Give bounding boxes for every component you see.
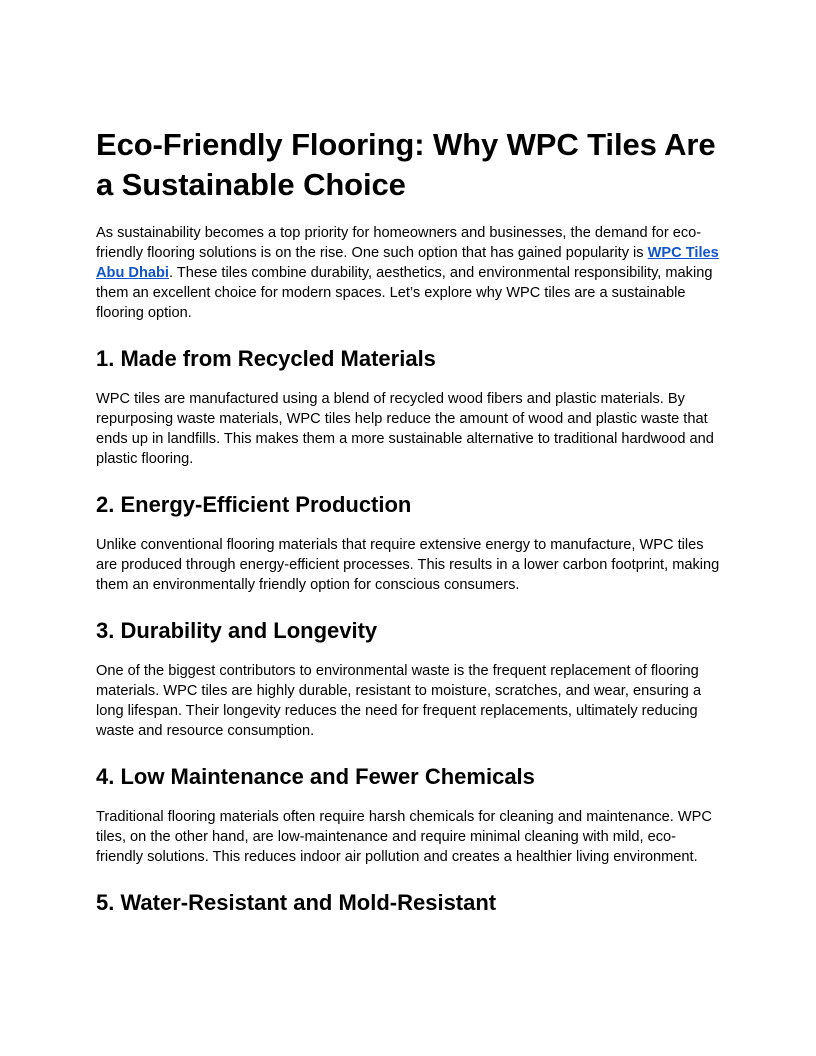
section-low-maintenance: [96, 763, 720, 867]
section-body: WPC tiles are manufactured using a blend of recycled wood fibers and plastic materials. By repurposing waste materials, WPC tiles help reduce the amount of wood and plastic waste that ends up in landfills. This makes them a more sustainable alternative to traditional hardwood and plastic flooring.: [96, 391, 714, 467]
document-title: Eco-Friendly Flooring: Why WPC Tiles Are a Sustainable Choice: [96, 127, 716, 202]
section-energy-efficient: [96, 491, 720, 595]
document-page: [96, 125, 720, 933]
section-durability: [96, 617, 720, 741]
section-body: Traditional flooring materials often require harsh chemicals for cleaning and maintenance. WPC tiles, on the other hand, are low-maintenance and require minimal cleaning with mild, eco-friendly solutions. This reduces indoor air pollution and creates a healthier living environment.: [96, 809, 712, 865]
section-water-resistant: [96, 889, 720, 917]
section-recycled-materials: [96, 345, 720, 469]
section-heading: 3. Durability and Longevity: [96, 618, 378, 643]
intro-paragraph: [96, 223, 720, 323]
wpc-tiles-abu-dhabi-link[interactable]: WPC Tiles Abu Dhabi: [96, 245, 719, 281]
section-heading: 5. Water-Resistant and Mold-Resistant: [96, 890, 497, 915]
intro-text-before-link: As sustainability becomes a top priority for homeowners and businesses, the demand for eco-friendly flooring solutions is on the rise. One such option that has gained popularity is: [96, 225, 702, 261]
section-heading: 1. Made from Recycled Materials: [96, 346, 436, 371]
section-body: Unlike conventional flooring materials that require extensive energy to manufacture, WPC tiles are produced through energy-efficient processes. This results in a lower carbon footprint, making them an environmentally friendly option for conscious consumers.: [96, 537, 720, 593]
intro-text-after-link: . These tiles combine durability, aesthetics, and environmental responsibility, making them an excellent choice for modern spaces. Let’s explore why WPC tiles are a sustainable flooring option.: [96, 265, 713, 321]
section-heading: 2. Energy-Efficient Production: [96, 492, 412, 517]
section-body: One of the biggest contributors to environmental waste is the frequent replacement of flooring materials. WPC tiles are highly durable, resistant to moisture, scratches, and wear, ensuring a long lifespan. Their longevity reduces the need for frequent replacements, ultimately reducing waste and resource consumption.: [96, 663, 702, 739]
section-heading: 4. Low Maintenance and Fewer Chemicals: [96, 764, 535, 789]
